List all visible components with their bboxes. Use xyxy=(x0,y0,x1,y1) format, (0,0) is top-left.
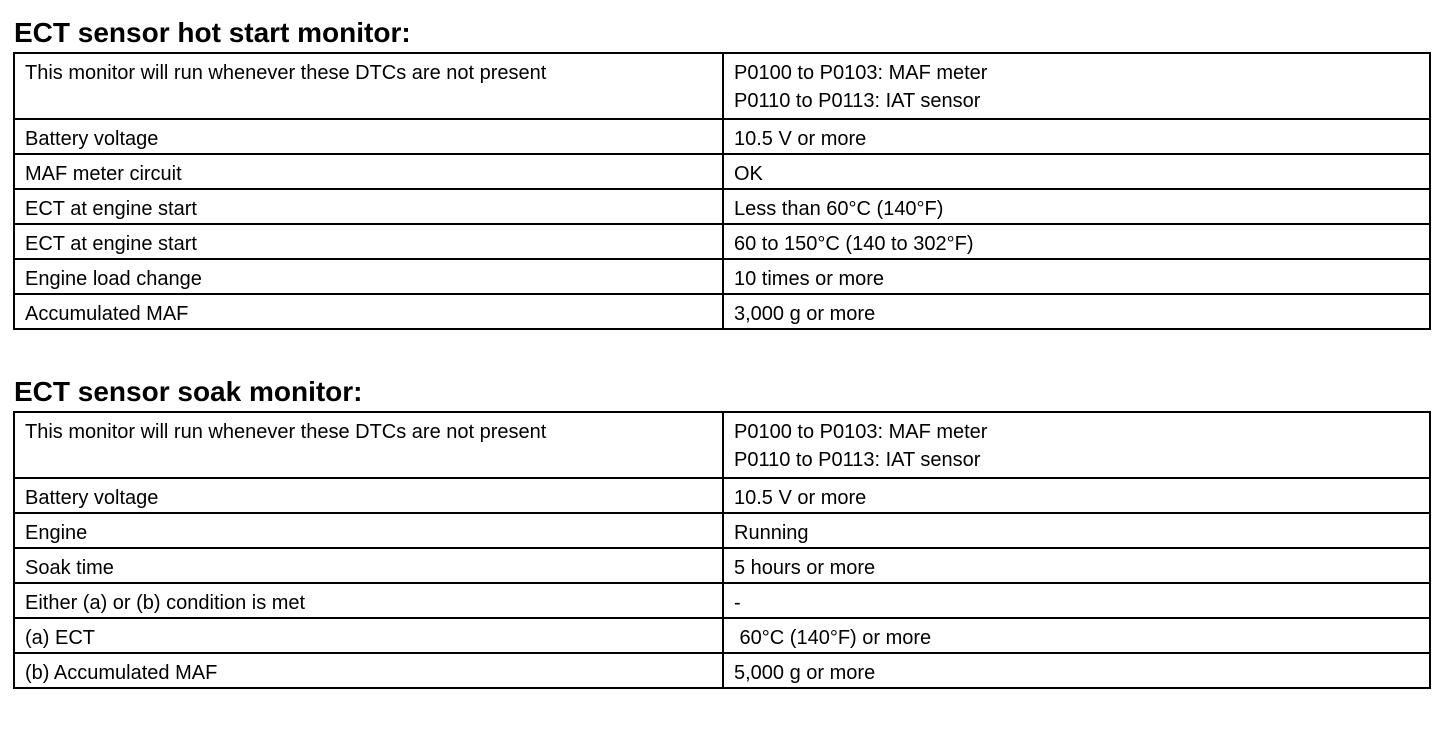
condition-label: Either (a) or (b) condition is met xyxy=(14,583,723,618)
table-row xyxy=(14,412,1430,478)
condition-label: Battery voltage xyxy=(14,119,723,154)
table-row xyxy=(14,189,1430,224)
condition-label: MAF meter circuit xyxy=(14,154,723,189)
hot-start-conditions-table xyxy=(13,52,1431,330)
condition-value: - xyxy=(723,583,1430,618)
table-row xyxy=(14,224,1430,259)
condition-label: ECT at engine start xyxy=(14,189,723,224)
table-row xyxy=(14,618,1430,653)
table-row xyxy=(14,53,1430,119)
table-row xyxy=(14,294,1430,329)
condition-value xyxy=(723,412,1430,478)
table-row xyxy=(14,548,1430,583)
soak-monitor-section xyxy=(13,373,1431,689)
condition-value-line: P0110 to P0113: IAT sensor xyxy=(734,90,981,112)
table-row xyxy=(14,653,1430,688)
condition-value: 10.5 V or more xyxy=(723,119,1430,154)
condition-value: OK xyxy=(723,154,1430,189)
condition-value: 5,000 g or more xyxy=(723,653,1430,688)
soak-conditions-table xyxy=(13,411,1431,689)
condition-value xyxy=(723,53,1430,119)
condition-label: This monitor will run whenever these DTCs are not present xyxy=(14,412,723,478)
table-row xyxy=(14,478,1430,513)
condition-value: 5 hours or more xyxy=(723,548,1430,583)
condition-value: 3,000 g or more xyxy=(723,294,1430,329)
hot-start-monitor-section xyxy=(13,14,1431,330)
condition-value: 10.5 V or more xyxy=(723,478,1430,513)
table-row xyxy=(14,119,1430,154)
table-row xyxy=(14,513,1430,548)
condition-value-line: P0100 to P0103: MAF meter xyxy=(734,62,988,84)
condition-label: (b) Accumulated MAF xyxy=(14,653,723,688)
condition-value: Running xyxy=(723,513,1430,548)
hot-start-monitor-title: ECT sensor hot start monitor: xyxy=(14,17,411,48)
condition-label: (a) ECT xyxy=(14,618,723,653)
condition-value: Less than 60°C (140°F) xyxy=(723,189,1430,224)
condition-label: Accumulated MAF xyxy=(14,294,723,329)
condition-label: Engine xyxy=(14,513,723,548)
table-row xyxy=(14,259,1430,294)
condition-label: This monitor will run whenever these DTCs are not present xyxy=(14,53,723,119)
soak-monitor-title: ECT sensor soak monitor: xyxy=(14,376,363,407)
condition-value-line: P0110 to P0113: IAT sensor xyxy=(734,449,981,471)
condition-label: Soak time xyxy=(14,548,723,583)
condition-value: 60 to 150°C (140 to 302°F) xyxy=(723,224,1430,259)
condition-value: 60°C (140°F) or more xyxy=(723,618,1430,653)
condition-value: 10 times or more xyxy=(723,259,1430,294)
condition-label: Engine load change xyxy=(14,259,723,294)
table-row xyxy=(14,154,1430,189)
table-row xyxy=(14,583,1430,618)
condition-label: ECT at engine start xyxy=(14,224,723,259)
condition-label: Battery voltage xyxy=(14,478,723,513)
condition-value-line: P0100 to P0103: MAF meter xyxy=(734,421,988,443)
